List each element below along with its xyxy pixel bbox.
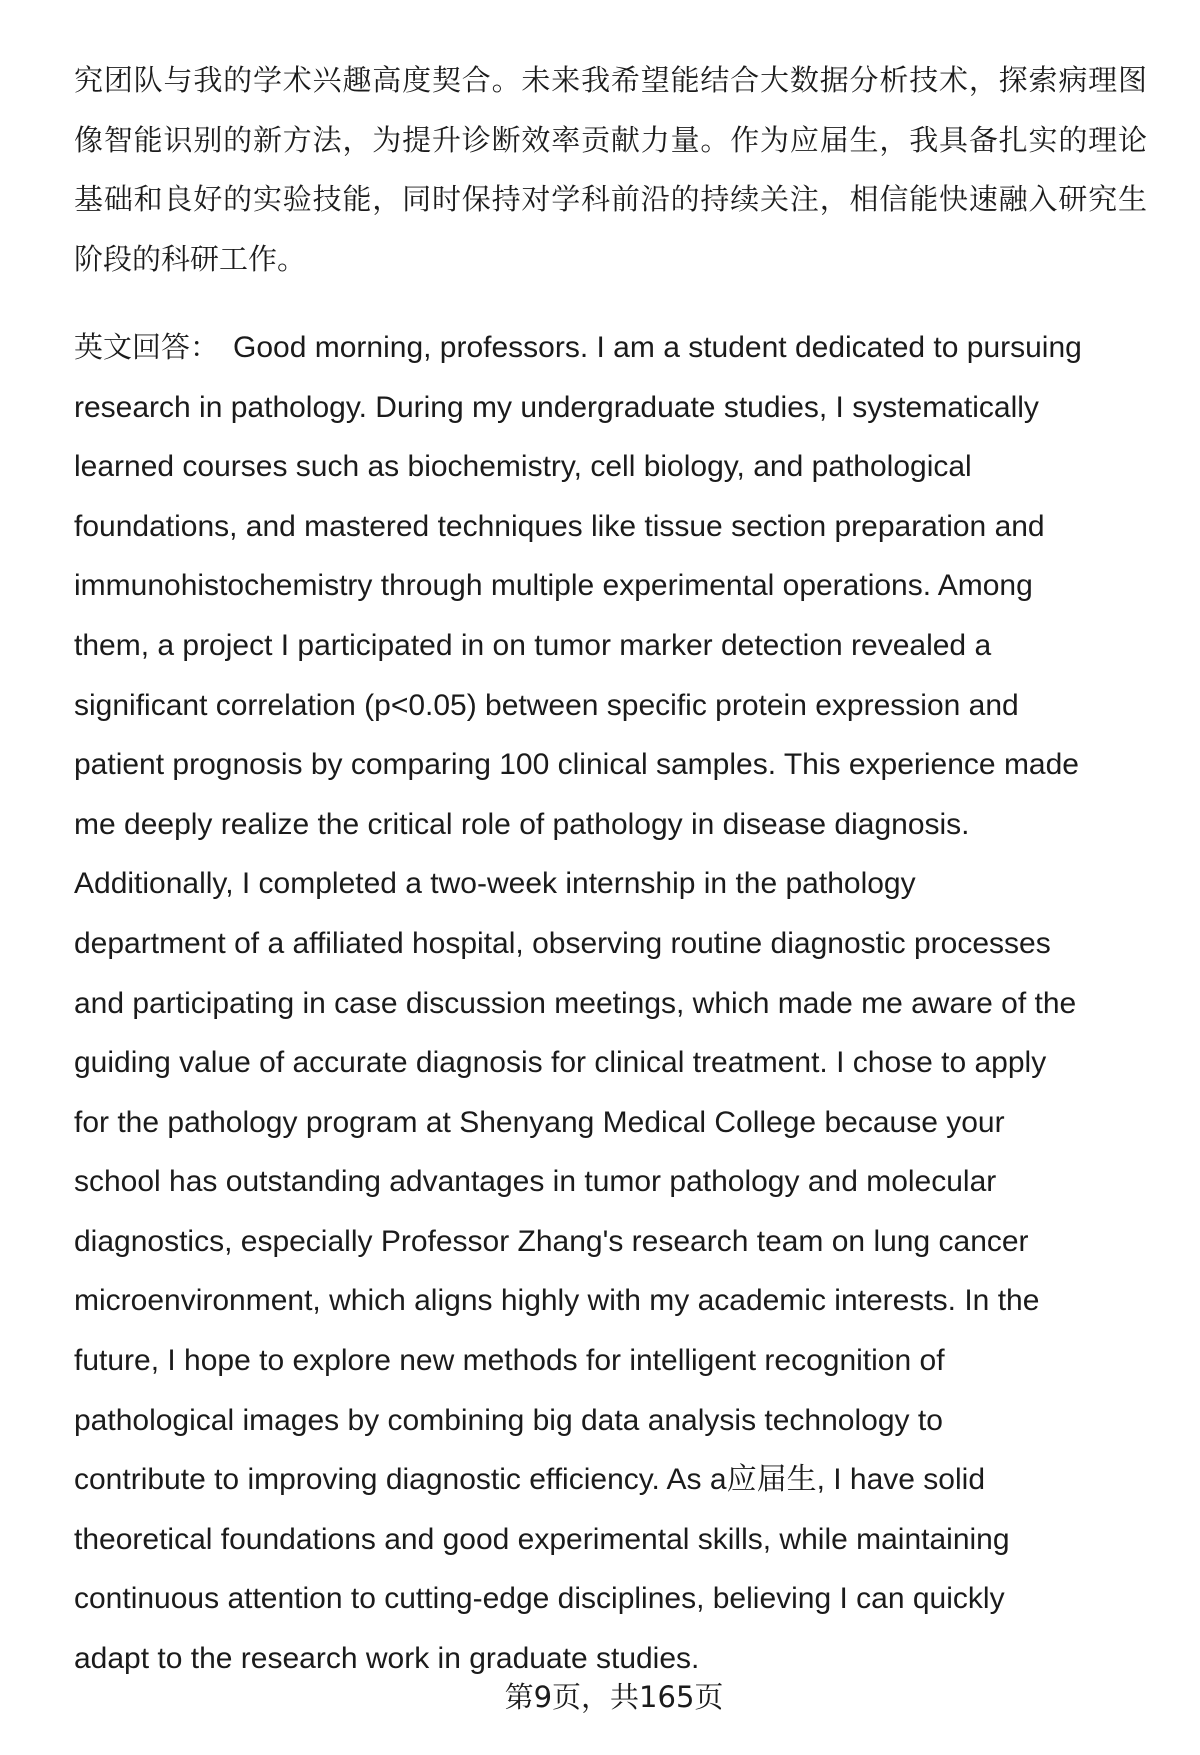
paragraph-line: theoretical foundations and good experimental skills, while maintaining bbox=[74, 1522, 1010, 1556]
paragraph-line: future, I hope to explore new methods for intelligent recognition of bbox=[74, 1344, 945, 1378]
paragraph-line: contribute to improving diagnostic efficiency. As a应届生, I have solid bbox=[74, 1463, 986, 1497]
paragraph-line: 像智能识别的新方法，为提升诊断效率贡献力量。作为应届生，我具备扎实的理论 bbox=[74, 122, 1147, 157]
page-number-footer: 第9页，共165页 bbox=[504, 1680, 724, 1714]
paragraph-line: research in pathology. During my undergraduate studies, I systematically bbox=[74, 390, 1039, 424]
english-answer-label: 英文回答： bbox=[74, 329, 220, 364]
paragraph-line: significant correlation (p<0.05) between specific protein expression and bbox=[74, 688, 1019, 722]
paragraph-line: pathological images by combining big data analysis technology to bbox=[74, 1403, 943, 1437]
document-body bbox=[74, 51, 1147, 1689]
paragraph-line bbox=[74, 318, 1147, 378]
paragraph-line: me deeply realize the critical role of pathology in disease diagnosis. bbox=[74, 807, 970, 841]
chinese-answer-paragraph bbox=[74, 51, 1147, 289]
english-answer-paragraph bbox=[74, 318, 1147, 1689]
paragraph-line: 基础和良好的实验技能，同时保持对学科前沿的持续关注，相信能快速融入研究生 bbox=[74, 182, 1147, 217]
paragraph-line: foundations, and mastered techniques like tissue section preparation and bbox=[74, 509, 1045, 543]
paragraph-line: 究团队与我的学术兴趣高度契合。未来我希望能结合大数据分析技术，探索病理图 bbox=[74, 63, 1147, 97]
paragraph-line-text: Good morning, professors. I am a student dedicated to pursuing bbox=[233, 330, 1082, 364]
paragraph-line: and participating in case discussion meetings, which made me aware of the bbox=[74, 986, 1077, 1020]
paragraph-line: guiding value of accurate diagnosis for clinical treatment. I chose to apply bbox=[74, 1046, 1047, 1080]
paragraph-line: continuous attention to cutting-edge disciplines, believing I can quickly bbox=[74, 1582, 1005, 1616]
paragraph-line: department of a affiliated hospital, observing routine diagnostic processes bbox=[74, 926, 1051, 960]
paragraph-line: adapt to the research work in graduate studies. bbox=[74, 1642, 700, 1676]
paragraph-line: them, a project I participated in on tumor marker detection revealed a bbox=[74, 628, 992, 662]
paragraph-line: for the pathology program at Shenyang Medical College because your bbox=[74, 1105, 1005, 1139]
paragraph-line: school has outstanding advantages in tumor pathology and molecular bbox=[74, 1165, 997, 1199]
paragraph-line: immunohistochemistry through multiple experimental operations. Among bbox=[74, 569, 1033, 603]
paragraph-line: Additionally, I completed a two-week internship in the pathology bbox=[74, 867, 916, 901]
paragraph-line: learned courses such as biochemistry, cell biology, and pathological bbox=[74, 450, 972, 484]
paragraph-line: diagnostics, especially Professor Zhang's research team on lung cancer bbox=[74, 1224, 1029, 1258]
paragraph-line: 阶段的科研工作。 bbox=[74, 241, 307, 276]
paragraph-line: microenvironment, which aligns highly with my academic interests. In the bbox=[74, 1284, 1040, 1318]
paragraph-line: patient prognosis by comparing 100 clinical samples. This experience made bbox=[74, 748, 1079, 782]
